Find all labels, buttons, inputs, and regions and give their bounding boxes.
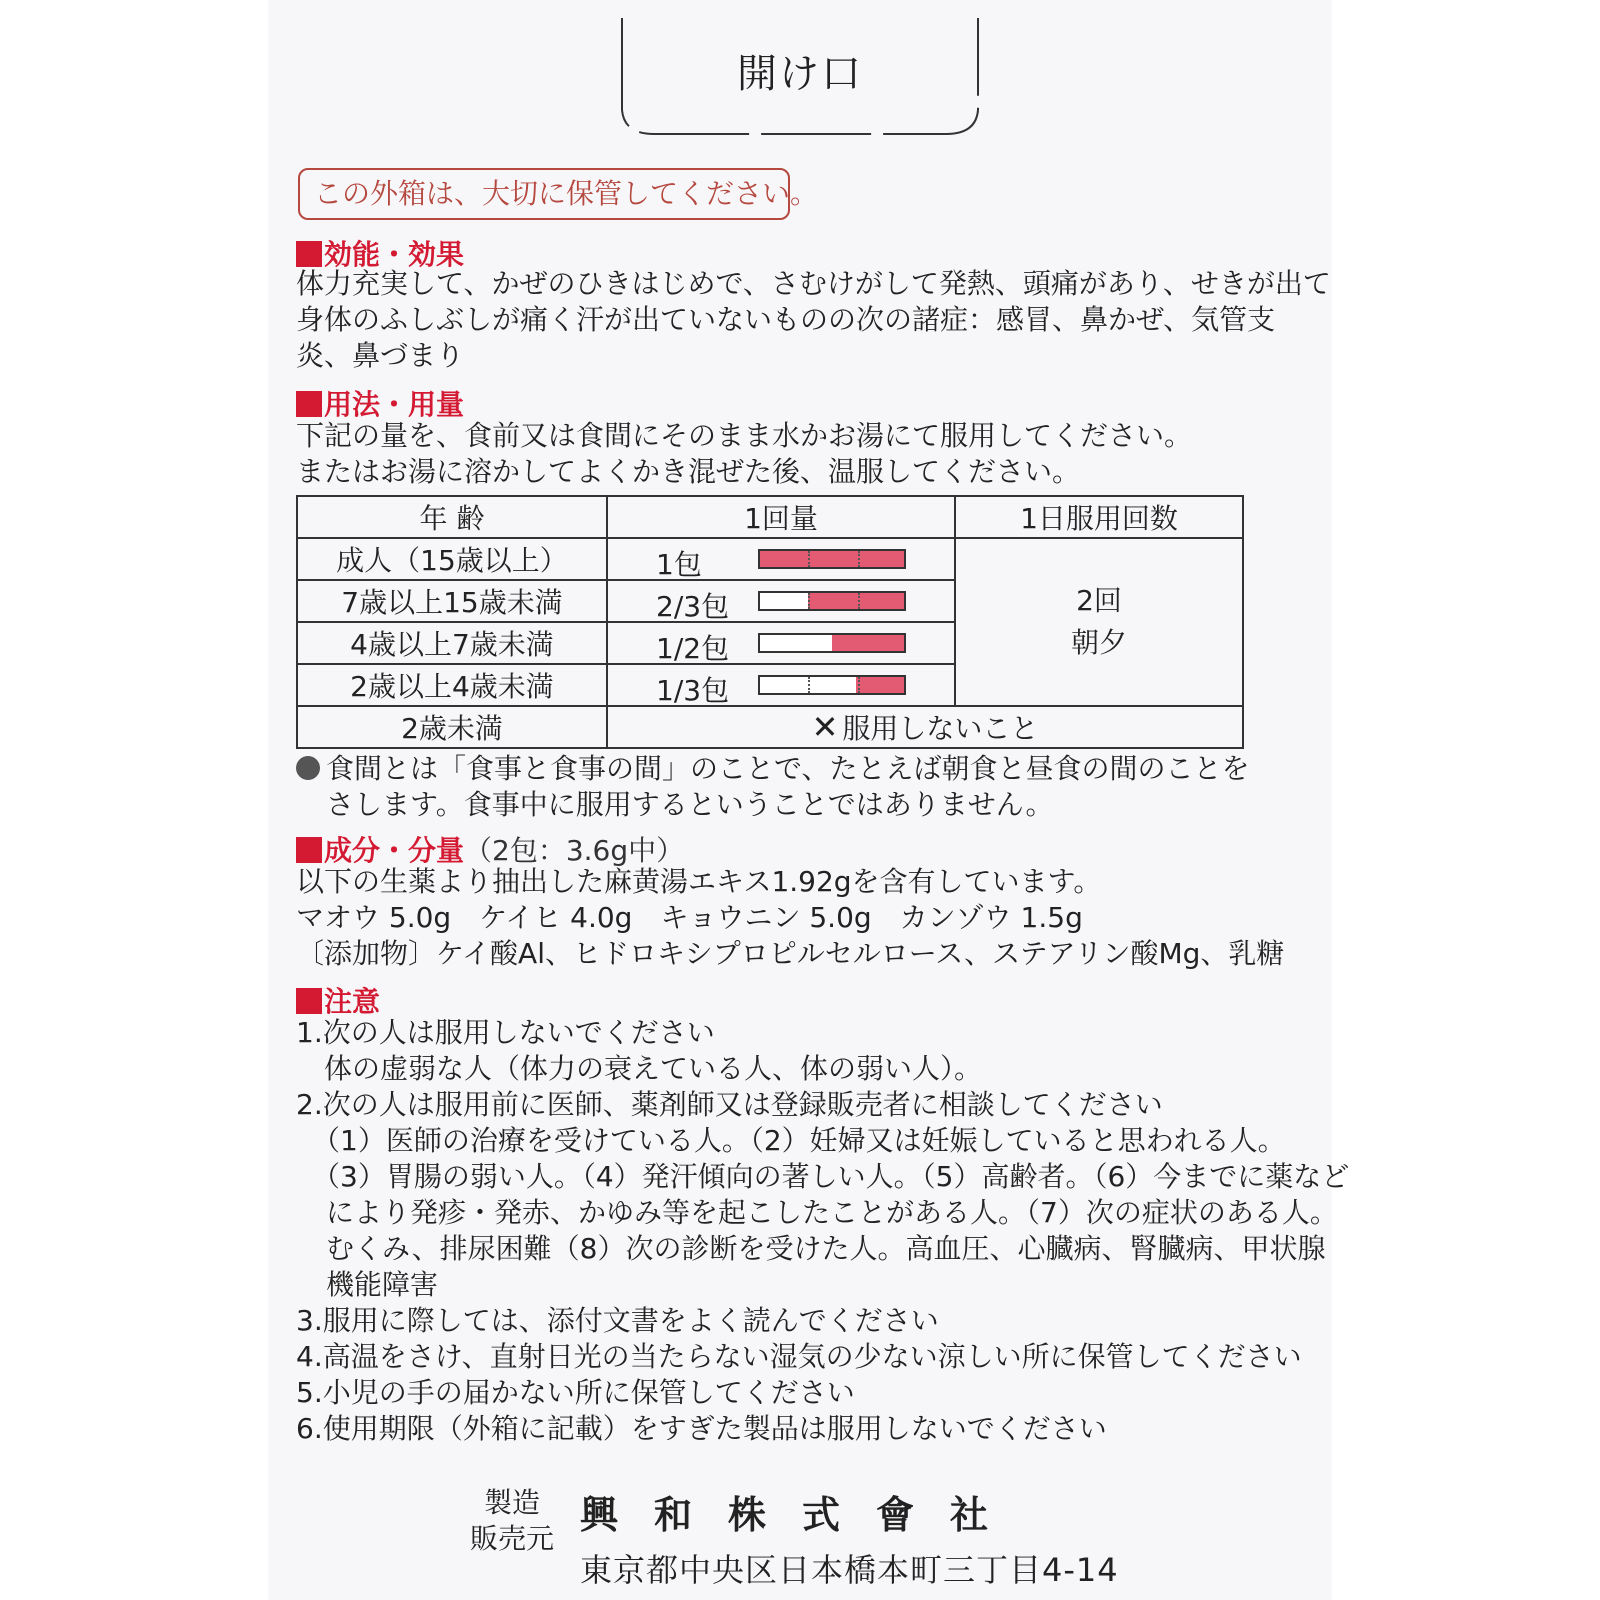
ingredient-line: 以下の生薬より抽出した麻黄湯エキス1.92gを含有しています。 — [296, 865, 1102, 898]
ingredients-heading: 成分・分量（2包：3.6g中） — [296, 829, 684, 869]
age-cell: 4歳以上7歳未満 — [297, 622, 607, 664]
cross-icon: ✕ — [811, 708, 839, 746]
frequency-cell — [955, 538, 1243, 706]
frequency-time: 朝夕 — [1070, 626, 1127, 659]
dose-bar — [758, 675, 906, 695]
caution-line: 5.小児の手の届かない所に保管してください — [296, 1376, 855, 1409]
efficacy-line: 体力充実して、かぜのひきはじめで、さむけがして発熱、頭痛があり、せきが出て — [296, 267, 1331, 300]
efficacy-line: 炎、鼻づまり — [296, 339, 465, 372]
dose-amount: 1包 — [656, 548, 702, 581]
caution-line: （1）医師の治療を受けている人。（2）妊婦又は妊娠していると思われる人。 — [312, 1124, 1286, 1157]
no-dose-cell — [607, 706, 1243, 748]
dose-cell — [607, 538, 955, 580]
dose-bar-fill — [760, 551, 904, 567]
square-bullet-icon — [296, 837, 322, 863]
square-bullet-icon — [296, 241, 322, 267]
age-cell: 2歳以上4歳未満 — [297, 664, 607, 706]
ingredients-subtitle: （2包：3.6g中） — [464, 834, 685, 867]
age-cell: 7歳以上15歳未満 — [297, 580, 607, 622]
dosage-line: またはお湯に溶かしてよくかき混ぜた後、温服してください。 — [296, 455, 1081, 488]
caution-line: により発疹・発赤、かゆみ等を起こしたことがある人。（7）次の症状のある人。 — [326, 1196, 1338, 1229]
efficacy-heading: 効能・効果 — [296, 233, 464, 273]
square-bullet-icon — [296, 988, 322, 1014]
header-frequency: 1日服用回数 — [955, 496, 1243, 538]
caution-line: 2.次の人は服用前に医師、薬剤師又は登録販売者に相談してください — [296, 1088, 1163, 1121]
bullet-dot-icon — [296, 756, 320, 780]
caution-line: 機能障害 — [326, 1268, 439, 1301]
caution-line: 1.次の人は服用しないでください — [296, 1016, 715, 1049]
no-dose-text: 服用しないこと — [842, 712, 1039, 745]
dose-amount: 1/3包 — [656, 674, 730, 707]
caution-line: 3.服用に際しては、添付文書をよく読んでください — [296, 1304, 939, 1337]
meal-note-line: 食間とは「食事と食事の間」のことで、たとえば朝食と昼食の間のことを — [296, 751, 1249, 787]
role-distributor: 販売元 — [469, 1522, 554, 1555]
dose-bar-fill — [832, 635, 904, 651]
maker-roles — [462, 1488, 562, 1554]
caution-line: 6.使用期限（外箱に記載）をすぎた製品は服用しないでください — [296, 1412, 1107, 1445]
dose-amount: 1/2包 — [656, 632, 730, 665]
caution-line: むくみ、排尿困難（8）次の診断を受けた人。高血圧、心臓病、腎臓病、甲状腺 — [326, 1232, 1326, 1265]
ingredient-line: 〔添加物〕ケイ酸Al、ヒドロキシプロピルセルロース、ステアリン酸Mg、乳糖 — [296, 937, 1285, 970]
dosage-table-header — [297, 496, 1243, 538]
table-row — [297, 538, 1243, 580]
dosage-line: 下記の量を、食前又は食間にそのまま水かお湯にて服用してください。 — [296, 419, 1193, 452]
frequency-count: 2回 — [1076, 584, 1122, 617]
dose-bar — [758, 549, 906, 569]
header-age: 年 齢 — [297, 496, 607, 538]
table-row — [297, 706, 1243, 748]
caution-line: 体の虚弱な人（体力の衰えている人、体の弱い人）。 — [296, 1052, 983, 1085]
dose-cell — [607, 580, 955, 622]
dose-bar — [758, 633, 906, 653]
dose-amount: 2/3包 — [656, 590, 730, 623]
role-manufacturer: 製造 — [483, 1486, 540, 1519]
dose-cell — [607, 622, 955, 664]
age-cell: 2歳未満 — [297, 706, 607, 748]
company-name: 興和株式會社 — [580, 1492, 1025, 1537]
caution-heading: 注意 — [296, 980, 380, 1020]
keep-box-notice: この外箱は、大切に保管してください。 — [298, 168, 790, 220]
ingredient-line: マオウ 5.0g ケイヒ 4.0g キョウニン 5.0g カンゾウ 1.5g — [296, 901, 1083, 934]
dose-bar-fill — [808, 593, 904, 609]
caution-line: 4.高温をさけ、直射日光の当たらない湿気の少ない涼しい所に保管してください — [296, 1340, 1302, 1373]
dose-cell — [607, 664, 955, 706]
dosage-table — [296, 495, 1244, 749]
caution-line: （3）胃腸の弱い人。（4）発汗傾向の著しい人。（5）高齢者。（6）今までに薬など — [312, 1160, 1350, 1193]
opening-tab-label: 開け口 — [737, 51, 863, 97]
dosage-heading: 用法・用量 — [296, 383, 464, 423]
meal-note-line: さします。食事中に服用するということではありません。 — [326, 788, 1054, 821]
dose-bar-fill — [856, 677, 904, 693]
age-cell: 成人（15歳以上） — [297, 538, 607, 580]
efficacy-line: 身体のふしぶしが痛く汗が出ていないものの次の諸症：感冒、鼻かぜ、気管支 — [296, 303, 1276, 336]
company-address: 東京都中央区日本橋本町三丁目4-14 — [580, 1551, 1119, 1589]
dose-bar — [758, 591, 906, 611]
header-dose: 1回量 — [607, 496, 955, 538]
square-bullet-icon — [296, 391, 322, 417]
